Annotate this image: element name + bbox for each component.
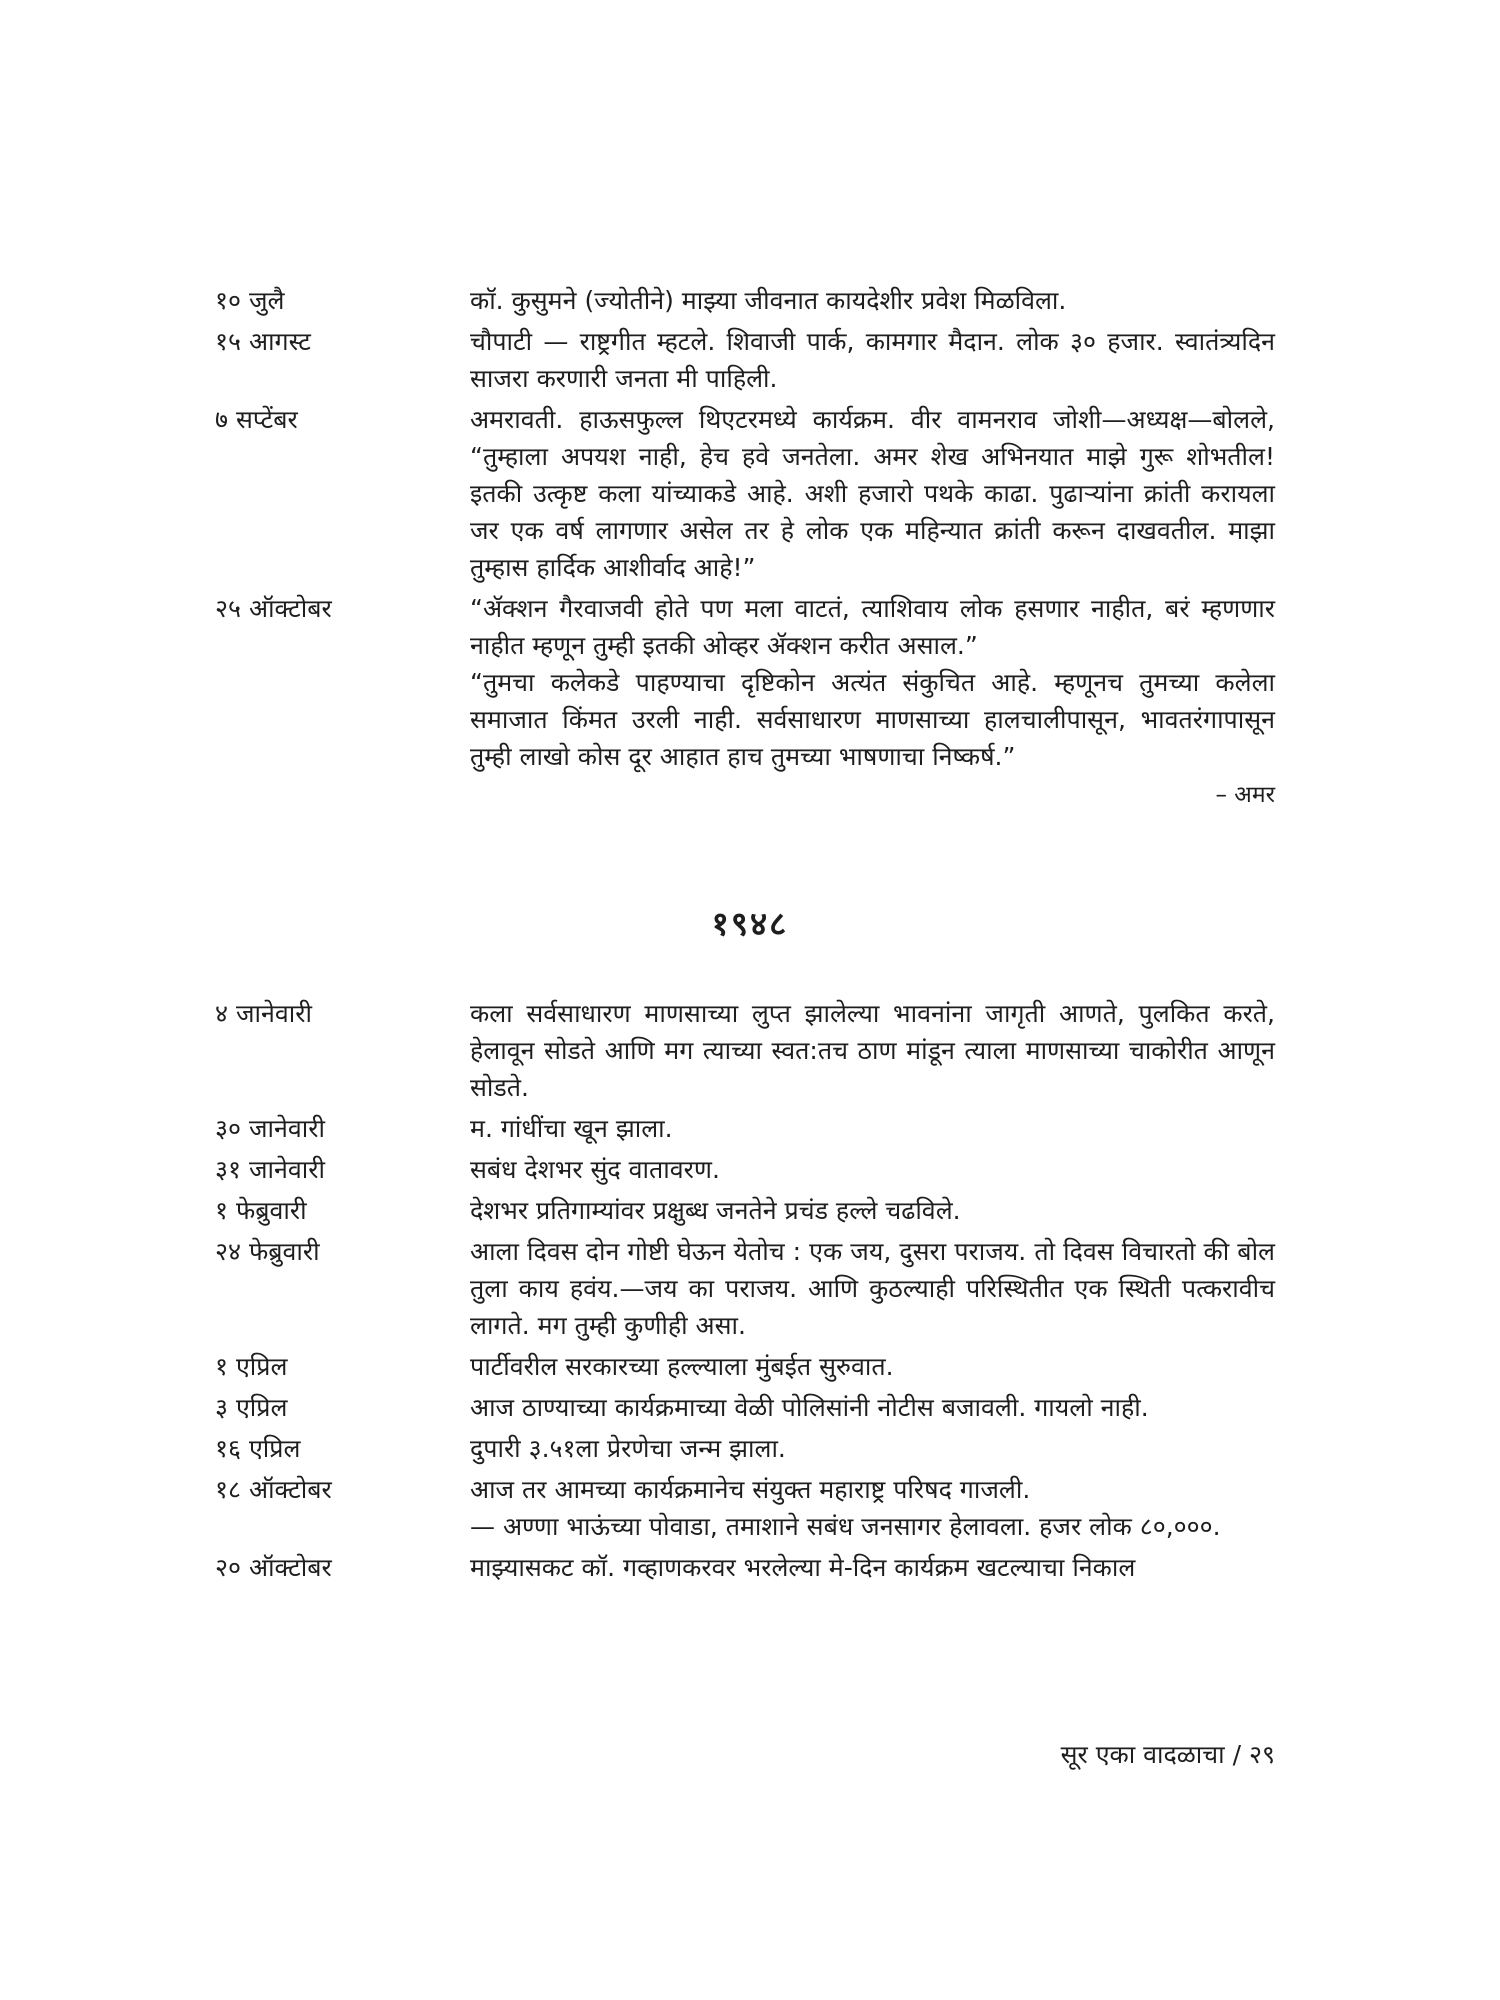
entry-date: २५ ऑक्टोबर bbox=[215, 594, 332, 623]
entry-text bbox=[470, 282, 1275, 319]
entry-text bbox=[470, 1549, 1275, 1586]
entry-date: ४ जानेवारी bbox=[215, 999, 312, 1028]
entry-date: १ फेब्रुवारी bbox=[215, 1196, 307, 1225]
entry-date: ७ सप्टेंबर bbox=[215, 405, 298, 434]
diary-section-1947 bbox=[215, 282, 1275, 817]
diary-entry bbox=[215, 590, 1275, 813]
entry-paragraph: कला सर्वसाधारण माणसाच्या लुप्त झालेल्या भावनांना जागृती आणते, पुलकित करते, हेलावून सोडते आणि मग त्याच्या स्वत:तच ठाण मांडून त्याला माणसाच्या चाकोरीत आणून सोडते. bbox=[470, 999, 1275, 1102]
diary-entry bbox=[215, 1348, 1275, 1385]
entry-paragraph: “तुमचा कलेकडे पाहण्याचा दृष्टिकोन अत्यंत संकुचित आहे. म्हणूनच तुमच्या कलेला समाजात किंमत उरली नाही. सर्वसाधारण माणसाच्या हालचालीपासून, भावतरंगापासून तुम्ही लाखो कोस दूर आहात हाच तुमच्या भाषणाचा निष्कर्ष.” bbox=[470, 668, 1275, 771]
entry-text bbox=[470, 1471, 1275, 1545]
entry-text bbox=[470, 1233, 1275, 1344]
entry-text bbox=[470, 401, 1275, 586]
entry-text bbox=[470, 1110, 1275, 1147]
entry-date: २० ऑक्टोबर bbox=[215, 1553, 332, 1582]
entry-text bbox=[470, 590, 1275, 813]
page-number: २९ bbox=[1248, 1740, 1275, 1769]
entry-text bbox=[470, 995, 1275, 1106]
diary-entry bbox=[215, 1549, 1275, 1586]
entry-paragraph: दुपारी ३.५१ला प्रेरणेचा जन्म झाला. bbox=[470, 1434, 786, 1463]
entry-date: १० जुलै bbox=[215, 286, 285, 315]
entry-text bbox=[470, 1348, 1275, 1385]
diary-entry bbox=[215, 1389, 1275, 1426]
book-title: सूर एका वादळाचा bbox=[1060, 1740, 1225, 1769]
year-heading: १९४८ bbox=[711, 904, 789, 943]
entry-paragraph: पार्टीवरील सरकारच्या हल्ल्याला मुंबईत सुरुवात. bbox=[470, 1352, 894, 1381]
page-footer bbox=[1061, 1737, 1275, 1773]
diary-entry bbox=[215, 1471, 1275, 1545]
diary-entry bbox=[215, 1151, 1275, 1188]
diary-section-1948 bbox=[215, 995, 1275, 1590]
diary-entry bbox=[215, 282, 1275, 319]
entry-date: ३ एप्रिल bbox=[215, 1393, 288, 1422]
entry-text bbox=[470, 1389, 1275, 1426]
entry-date: ३१ जानेवारी bbox=[215, 1155, 325, 1184]
entry-paragraph: अमरावती. हाऊसफुल्ल थिएटरमध्ये कार्यक्रम. वीर वामनराव जोशी—अध्यक्ष—बोलले, “तुम्हाला अपयश नाही, हेच हवे जनतेला. अमर शेख अभिनयात माझे गुरू शोभतील! इतकी उत्कृष्ट कला यांच्याकडे आहे. अशी हजारो पथके काढा. पुढाऱ्यांना क्रांती करायला जर एक वर्ष लागणार असेल तर हे लोक एक महिन्यात क्रांती करून दाखवतील. माझा तुम्हास हार्दिक आशीर्वाद आहे!” bbox=[470, 405, 1275, 582]
entry-paragraph: सबंध देशभर सुंद वातावरण. bbox=[470, 1155, 720, 1184]
entry-text bbox=[470, 1430, 1275, 1467]
entry-paragraph: “ॲक्शन गैरवाजवी होते पण मला वाटतं, त्याशिवाय लोक हसणार नाहीत, बरं म्हणणार नाहीत म्हणून तुम्ही इतकी ओव्हर ॲक्शन करीत असाल.” bbox=[470, 594, 1275, 660]
footer-separator: / bbox=[1232, 1740, 1242, 1769]
entry-paragraph: आज तर आमच्या कार्यक्रमानेच संयुक्त महाराष्ट्र परिषद गाजली. bbox=[470, 1475, 1031, 1504]
entry-signature: – अमर bbox=[1215, 782, 1275, 808]
entry-date: ३० जानेवारी bbox=[215, 1114, 325, 1143]
entry-text bbox=[470, 1192, 1275, 1229]
entry-paragraph: आज ठाण्याच्या कार्यक्रमाच्या वेळी पोलिसांनी नोटीस बजावली. गायलो नाही. bbox=[470, 1393, 1149, 1422]
diary-entry bbox=[215, 1110, 1275, 1147]
diary-entry bbox=[215, 1192, 1275, 1229]
entry-text bbox=[470, 323, 1275, 397]
entry-paragraph: माझ्यासकट कॉ. गव्हाणकरवर भरलेल्या मे-दिन कार्यक्रम खटल्याचा निकाल bbox=[470, 1553, 1136, 1582]
entry-text bbox=[470, 1151, 1275, 1188]
entry-paragraph: कॉ. कुसुमने (ज्योतीने) माझ्या जीवनात कायदेशीर प्रवेश मिळविला. bbox=[470, 286, 1067, 315]
diary-entry bbox=[215, 995, 1275, 1106]
entry-paragraph: चौपाटी — राष्ट्रगीत म्हटले. शिवाजी पार्क, कामगार मैदान. लोक ३० हजार. स्वातंत्र्यदिन साजरा करणारी जनता मी पाहिली. bbox=[470, 327, 1275, 393]
diary-entry bbox=[215, 1430, 1275, 1467]
entry-paragraph: देशभर प्रतिगाम्यांवर प्रक्षुब्ध जनतेने प्रचंड हल्ले चढविले. bbox=[470, 1196, 961, 1225]
entry-date: १६ एप्रिल bbox=[215, 1434, 301, 1463]
diary-entry bbox=[215, 401, 1275, 586]
entry-paragraph: — अण्णा भाऊंच्या पोवाडा, तमाशाने सबंध जनसागर हेलावला. हजर लोक ८०,०००. bbox=[470, 1512, 1221, 1541]
diary-entry bbox=[215, 1233, 1275, 1344]
entry-paragraph: म. गांधींचा खून झाला. bbox=[470, 1114, 673, 1143]
entry-date: २४ फेब्रुवारी bbox=[215, 1237, 320, 1266]
entry-date: १८ ऑक्टोबर bbox=[215, 1475, 332, 1504]
entry-paragraph: आला दिवस दोन गोष्टी घेऊन येतोच : एक जय, दुसरा पराजय. तो दिवस विचारतो की बोल तुला काय हवंय.—जय का पराजय. आणि कुठल्याही परिस्थितीत एक स्थिती पत्करावीच लागते. मग तुम्ही कुणीही असा. bbox=[470, 1237, 1275, 1340]
entry-date: १५ आगस्ट bbox=[215, 327, 311, 356]
entry-date: १ एप्रिल bbox=[215, 1352, 288, 1381]
diary-entry bbox=[215, 323, 1275, 397]
